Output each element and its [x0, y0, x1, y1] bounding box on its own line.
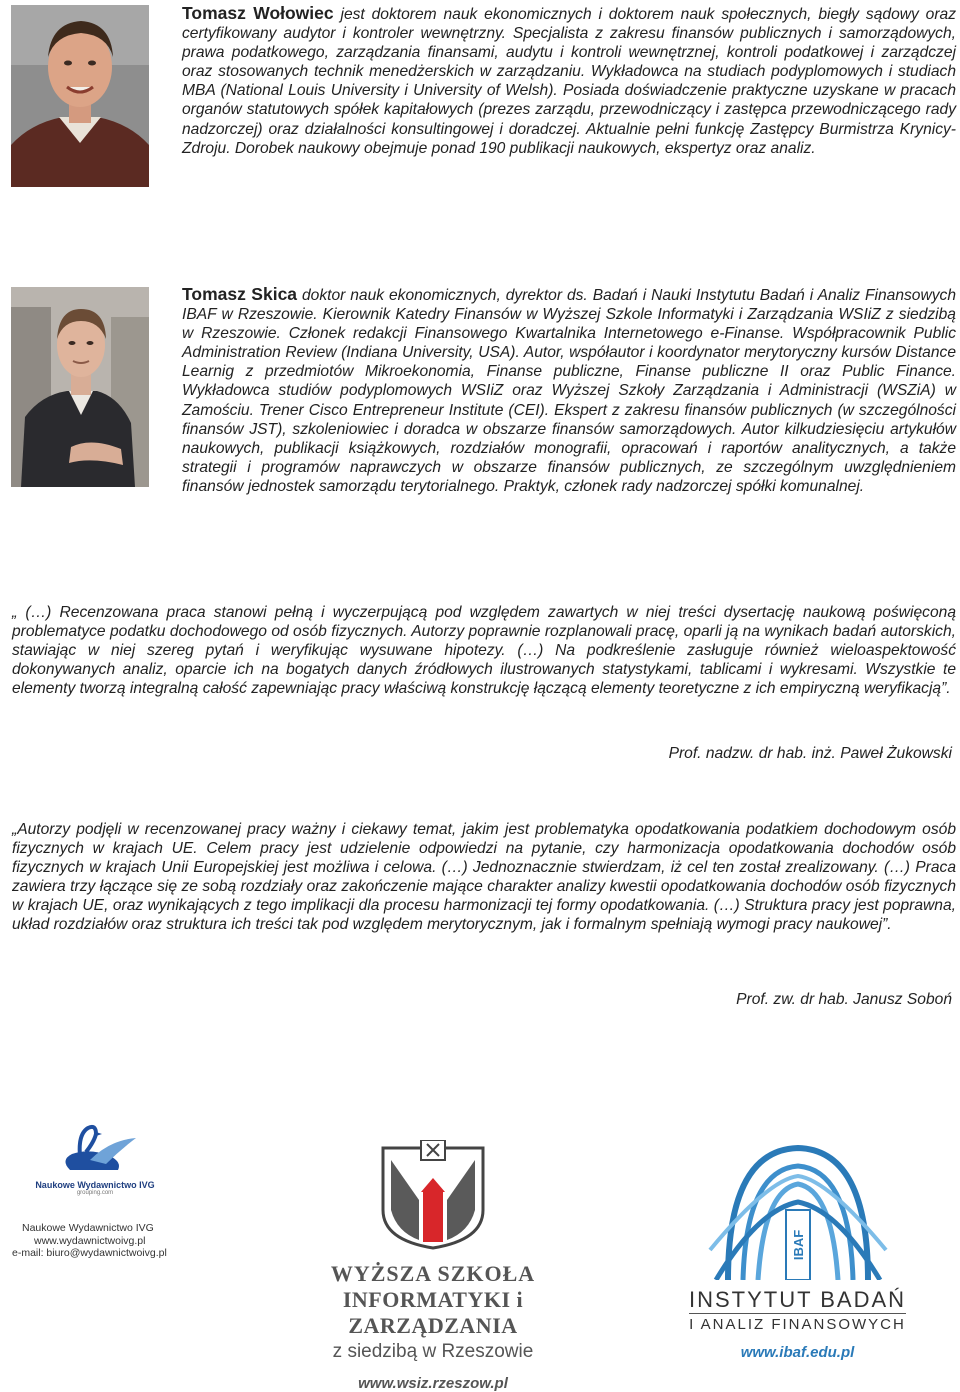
wsiz-line-3: z siedzibą w Rzeszowie: [332, 1341, 534, 1362]
publisher-logo: [10, 1120, 180, 1196]
review-quote-1: „ (…) Recenzowana praca stanowi pełną i wyczerpującą pod względem zawartych w niej treści dysertację naukową poświęconą problematyce podatku dochodowego od osób fizycznych. Autorzy poprawnie rozplanowali pracę, oparli ją na wynikach badań autorskich, stawiając w niej szereg pytań i weryfikując wysuwane hipotezy. (…) Na podkreślenie zasługuje również wieloaspektowość dokonywanych analiz, oparcie ich na bogatych danych źródłowych ilustrowanych statystykami, tablicami i wykresami. Wszystkie te elementy tworzą integralną całość zapewniając pracy właściwą konstrukcję łączącą elementy teoretyczne z ich empiryczną weryfikacją”.: [12, 604, 956, 698]
publisher-logo-text: Naukowe Wydawnictwo IVG: [35, 1180, 155, 1190]
author-bio-skica: [182, 285, 956, 496]
ibaf-url: www.ibaf.edu.pl: [740, 1344, 855, 1361]
review-quote-2: „Autorzy podjęli w recenzowanej pracy ważny i ciekawy temat, jakim jest problematyka opodatkowania podatkiem dochodowym osób fizycznych w krajach UE. Celem pracy jest udzielenie odpowiedzi na pytanie, czy harmonizacja opodatkowania dochodów osób fizycznych w krajach Unii Europejskiej jest możliwa i celowa. (…) Jednoznacznie stwierdzam, iż cel ten został zrealizowany. (…) Praca zawiera trzy łączące się ze sobą rozdziały oraz zakończenie mające charakter analizy kwestii opodatkowania dochodów osób fizycznych w krajach UE, oraz wynikających z tego implikacji dla procesu harmonizacji tej formy opodatkowania. (…) Struktura pracy jest poprawna, układ rozdziałów oraz struktura ich treści tak pod względem merytorycznym, jak i formalnym spełniają wymogi pracy naukowej”.: [12, 821, 956, 934]
author-name: Tomasz Wołowiec: [182, 3, 334, 23]
author-photo-skica: [11, 287, 149, 487]
ibaf-mark-text: IBAF: [790, 1229, 806, 1261]
wsiz-line-2: INFORMATYKI i ZARZĄDZANIA: [342, 1287, 524, 1338]
swan-logo-icon: [50, 1120, 140, 1175]
ibaf-dome-logo: [708, 1140, 888, 1280]
publisher-logo-subtext: grouping.com: [76, 1190, 114, 1196]
publisher-block: [10, 1120, 190, 1260]
author-bio-wolowiec: [182, 4, 956, 158]
publisher-url: www.wydawnictwoivg.pl: [34, 1234, 146, 1247]
ibaf-block: [660, 1140, 935, 1361]
publisher-email: e-mail: biuro@wydawnictwoivg.pl: [12, 1247, 167, 1259]
author-bio-text: jest doktorem nauk ekonomicznych i doktorem nauk społecznych, biegły sądowy oraz certyfikowany audytor i kontroler wewnętrzny. Specjalista z zakresu finansów publicznych i samorządowych, prawa podatkowego, zarządzania finansami, audytu i kontroli wewnętrznej, kontroli podatkowej i zarządczej oraz stosowanych technik menedżerskich w zarządzaniu. Wykładowca na studiach podyplomowych i studiach MBA (National Louis University i University of Welsh). Posiada doświadczenie praktyczne uzyskane w pracach organów statutowych spółek kapitałowych (prezes zarządu, przewodniczący i zastępca przewodniczącego rady nadzorczej) oraz działalności konsultingowej i doradczej. Aktualnie pełni funkcję Zastępcy Burmistrza Krynicy-Zdroju. Dorobek naukowy obejmuje ponad 190 publikacji naukowych, ekspertyz oraz analiz.: [182, 6, 957, 157]
wsiz-block: [258, 1140, 608, 1392]
review-signature-2: Prof. zw. dr hab. Janusz Soboń: [736, 991, 952, 1008]
ibaf-line-2: I ANALIZ FINANSOWYCH: [689, 1313, 906, 1333]
author-bio-text: doktor nauk ekonomicznych, dyrektor ds. Badań i Nauki Instytutu Badań i Analiz Finansowych IBAF w Rzeszowie. Kierownik Katedry Finansów w Wyższej Szkole Informatyki i Zarządzania WSIiZ z siedzibą w Rzeszowie. Członek redakcji Finansowego Kwartalnika Internetowego e-Finanse. Współpracownik Public Administration Review (Indiana University, USA). Autor, współautor i koordynator merytoryczny kursów Distance Learnig z przedmiotów Mikroekonomia, Finanse publiczne, Finanse publiczne II oraz Public Finance. Wykładowca studiów podyplomowych WSIiZ oraz Wyższej Szkoły Zarządzania i Administracji (WSZiA) w Zamościu. Trener Cisco Entrepreneur Institute (CEI). Ekspert z zakresu finansów publicznych (w szczególności finansów JST), szkoleniowiec i doradca w obszarze finansów samorządowych. Autor kilkudziesięciu artykułów naukowych, publikacji książkowych, rozdziałów monografii, opracowań i raportów analitycznych, a także strategii i programów naprawczych w obszarze finansów publicznych, ze szczególnym uwzględnieniem finansów jednostek samorządu terytorialnego. Praktyk, członek rady nadzorczej spółki komunalnej.: [182, 287, 956, 495]
wsiz-url: www.wsiz.rzeszow.pl: [358, 1375, 508, 1392]
author-photo-wolowiec: [11, 5, 149, 187]
review-signature-1: Prof. nadzw. dr hab. inż. Paweł Żukowski: [668, 745, 952, 762]
wsiz-line-1: WYŻSZA SZKOŁA: [330, 1261, 536, 1286]
wsiz-crest-icon: [373, 1140, 493, 1250]
publisher-name: Naukowe Wydawnictwo IVG: [22, 1222, 154, 1234]
author-name: Tomasz Skica: [182, 284, 298, 304]
ibaf-line-1: INSTYTUT BADAŃ: [688, 1287, 907, 1312]
